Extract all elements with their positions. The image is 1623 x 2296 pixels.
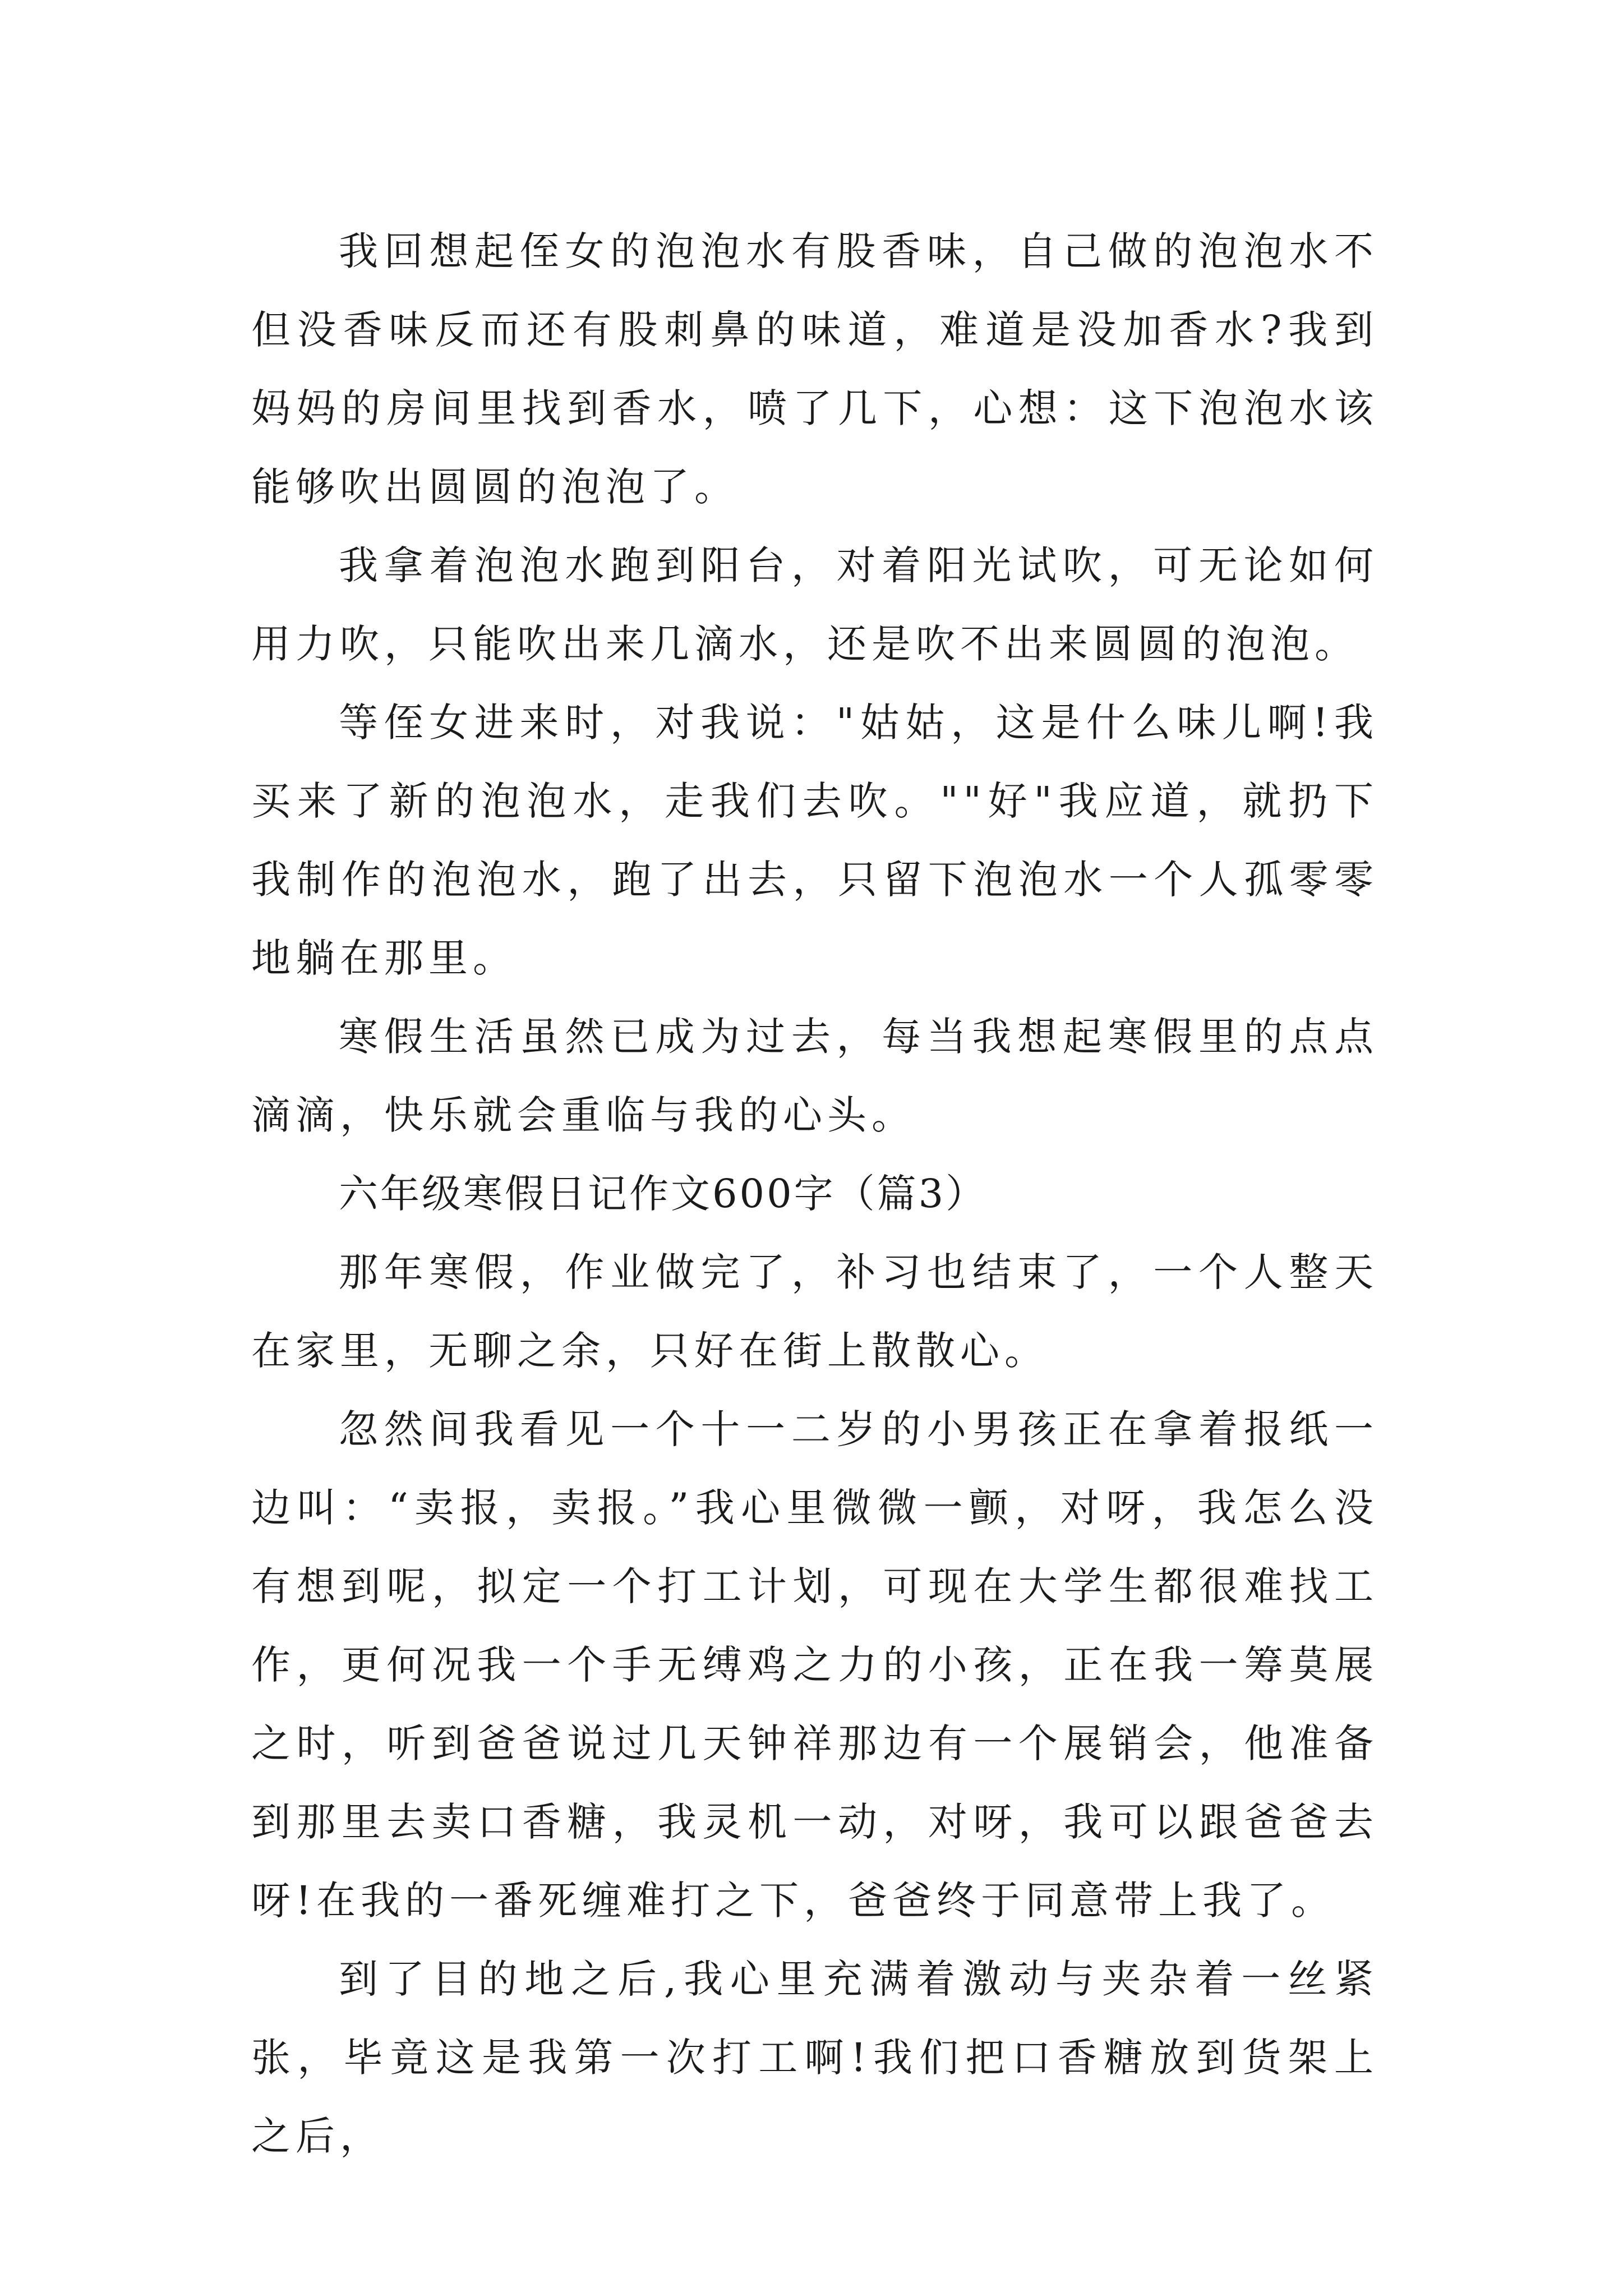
paragraph-4: 寒假生活虽然已成为过去，每当我想起寒假里的点点滴滴，快乐就会重临与我的心头。	[251, 1014, 1378, 1138]
paragraph-3: 等侄女进来时，对我说："姑姑，这是什么味儿啊!我买来了新的泡泡水，走我们去吹。""好"我应道，就扔下我制作的泡泡水，跑了出去，只留下泡泡水一个人孤零零地躺在那里。	[251, 700, 1378, 981]
document-body	[251, 212, 1378, 2175]
paragraph-2: 我拿着泡泡水跑到阳台，对着阳光试吹，可无论如何用力吹，只能吹出来几滴水，还是吹不出来圆圆的泡泡。	[251, 542, 1378, 667]
section-paragraph-2: 忽然间我看见一个十一二岁的小男孩正在拿着报纸一边叫：“卖报，卖报。”我心里微微一颤，对呀，我怎么没有想到呢，拟定一个打工计划，可现在大学生都很难找工作，更何况我一个手无缚鸡之力的小孩，正在我一筹莫展之时，听到爸爸说过几天钟祥那边有一个展销会，他准备到那里去卖口香糖，我灵机一动，对呀，我可以跟爸爸去呀!在我的一番死缠难打之下，爸爸终于同意带上我了。	[251, 1406, 1378, 1924]
section-paragraph-3: 到了目的地之后,我心里充满着激动与夹杂着一丝紧张，毕竟这是我第一次打工啊!我们把口香糖放到货架上之后，	[251, 1956, 1378, 2159]
section-paragraph-1: 那年寒假，作业做完了，补习也结束了，一个人整天在家里，无聊之余，只好在街上散散心。	[251, 1249, 1378, 1374]
paragraph-1: 我回想起侄女的泡泡水有股香味，自己做的泡泡水不但没香味反而还有股刺鼻的味道，难道是没加香水?我到妈妈的房间里找到香水，喷了几下，心想：这下泡泡水该能够吹出圆圆的泡泡了。	[251, 228, 1378, 510]
section-heading: 六年级寒假日记作文600字（篇3）	[339, 1171, 988, 1217]
